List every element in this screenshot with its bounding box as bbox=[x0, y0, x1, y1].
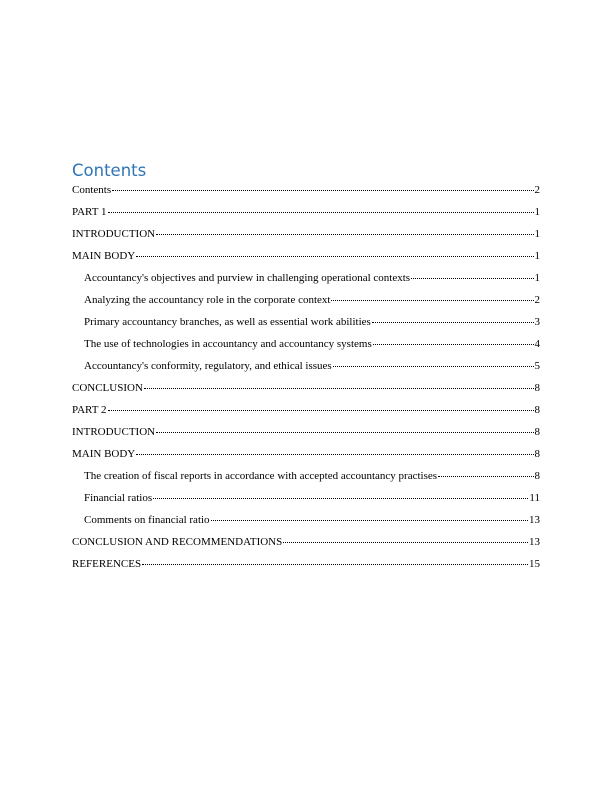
toc-entry-label: Financial ratios bbox=[84, 492, 153, 504]
dot-leader bbox=[372, 322, 534, 323]
toc-entry-technologies[interactable] bbox=[72, 336, 540, 358]
toc-entry-page: 8 bbox=[534, 382, 540, 394]
toc-entry-label: Accountancy's objectives and purview in challenging operational contexts bbox=[84, 272, 411, 284]
toc-entry-page: 8 bbox=[534, 404, 540, 416]
toc-entry-financial-ratios[interactable] bbox=[72, 490, 540, 512]
toc-entry-references[interactable] bbox=[72, 556, 540, 578]
toc-entry-page: 2 bbox=[534, 294, 540, 306]
toc-entry-label: Comments on financial ratio bbox=[84, 514, 210, 526]
toc-entry-page: 1 bbox=[534, 206, 540, 218]
toc-entry-page: 1 bbox=[534, 228, 540, 240]
toc-entry-comments-ratio[interactable] bbox=[72, 512, 540, 534]
toc-entry-fiscal-reports[interactable] bbox=[72, 468, 540, 490]
dot-leader bbox=[156, 432, 533, 433]
dot-leader bbox=[331, 300, 533, 301]
toc-entry-conformity-ethics[interactable] bbox=[72, 358, 540, 380]
dot-leader bbox=[112, 190, 533, 191]
toc-entry-introduction-2[interactable] bbox=[72, 424, 540, 446]
dot-leader bbox=[108, 212, 534, 213]
toc-entry-contents[interactable] bbox=[72, 182, 540, 204]
toc-entry-label: PART 2 bbox=[72, 404, 107, 416]
toc-entry-page: 4 bbox=[534, 338, 540, 350]
dot-leader bbox=[153, 498, 528, 499]
dot-leader bbox=[136, 454, 533, 455]
dot-leader bbox=[144, 388, 534, 389]
toc-heading: Contents bbox=[72, 161, 147, 180]
toc-entry-page: 8 bbox=[534, 448, 540, 460]
toc-entry-page: 13 bbox=[529, 514, 540, 526]
dot-leader bbox=[283, 542, 528, 543]
toc-entry-label: Accountancy's conformity, regulatory, and ethical issues bbox=[84, 360, 332, 372]
table-of-contents bbox=[72, 182, 540, 578]
toc-entry-page: 5 bbox=[534, 360, 540, 372]
toc-entry-page: 13 bbox=[529, 536, 540, 548]
toc-entry-label: PART 1 bbox=[72, 206, 107, 218]
dot-leader bbox=[373, 344, 534, 345]
dot-leader bbox=[411, 278, 533, 279]
toc-entry-label: MAIN BODY bbox=[72, 250, 136, 262]
toc-entry-part-1[interactable] bbox=[72, 204, 540, 226]
toc-entry-label: CONCLUSION AND RECOMMENDATIONS bbox=[72, 536, 283, 548]
toc-entry-label: MAIN BODY bbox=[72, 448, 136, 460]
toc-entry-label: Primary accountancy branches, as well as essential work abilities bbox=[84, 316, 371, 328]
toc-entry-conclusion-1[interactable] bbox=[72, 380, 540, 402]
toc-entry-label: Analyzing the accountancy role in the corporate context bbox=[84, 294, 331, 306]
dot-leader bbox=[333, 366, 534, 367]
dot-leader bbox=[438, 476, 533, 477]
toc-entry-primary-branches[interactable] bbox=[72, 314, 540, 336]
toc-entry-label: Contents bbox=[72, 184, 112, 196]
dot-leader bbox=[156, 234, 533, 235]
toc-entry-introduction-1[interactable] bbox=[72, 226, 540, 248]
toc-entry-conclusion-recommendations[interactable] bbox=[72, 534, 540, 556]
toc-entry-part-2[interactable] bbox=[72, 402, 540, 424]
toc-entry-label: REFERENCES bbox=[72, 558, 142, 570]
dot-leader bbox=[108, 410, 534, 411]
toc-entry-label: The creation of fiscal reports in accordance with accepted accountancy practises bbox=[84, 470, 438, 482]
toc-entry-page: 1 bbox=[534, 272, 540, 284]
toc-entry-label: INTRODUCTION bbox=[72, 426, 156, 438]
toc-entry-page: 1 bbox=[534, 250, 540, 262]
toc-entry-page: 11 bbox=[529, 492, 540, 504]
toc-entry-label: INTRODUCTION bbox=[72, 228, 156, 240]
dot-leader bbox=[142, 564, 528, 565]
toc-entry-label: The use of technologies in accountancy and accountancy systems bbox=[84, 338, 372, 350]
toc-entry-page: 8 bbox=[534, 426, 540, 438]
toc-entry-page: 15 bbox=[529, 558, 540, 570]
toc-entry-main-body-1[interactable] bbox=[72, 248, 540, 270]
toc-entry-accountancy-role[interactable] bbox=[72, 292, 540, 314]
toc-entry-label: CONCLUSION bbox=[72, 382, 143, 394]
toc-entry-page: 2 bbox=[534, 184, 540, 196]
dot-leader bbox=[136, 256, 533, 257]
toc-entry-objectives-purview[interactable] bbox=[72, 270, 540, 292]
toc-entry-page: 8 bbox=[534, 470, 540, 482]
toc-entry-main-body-2[interactable] bbox=[72, 446, 540, 468]
dot-leader bbox=[211, 520, 528, 521]
toc-entry-page: 3 bbox=[534, 316, 540, 328]
